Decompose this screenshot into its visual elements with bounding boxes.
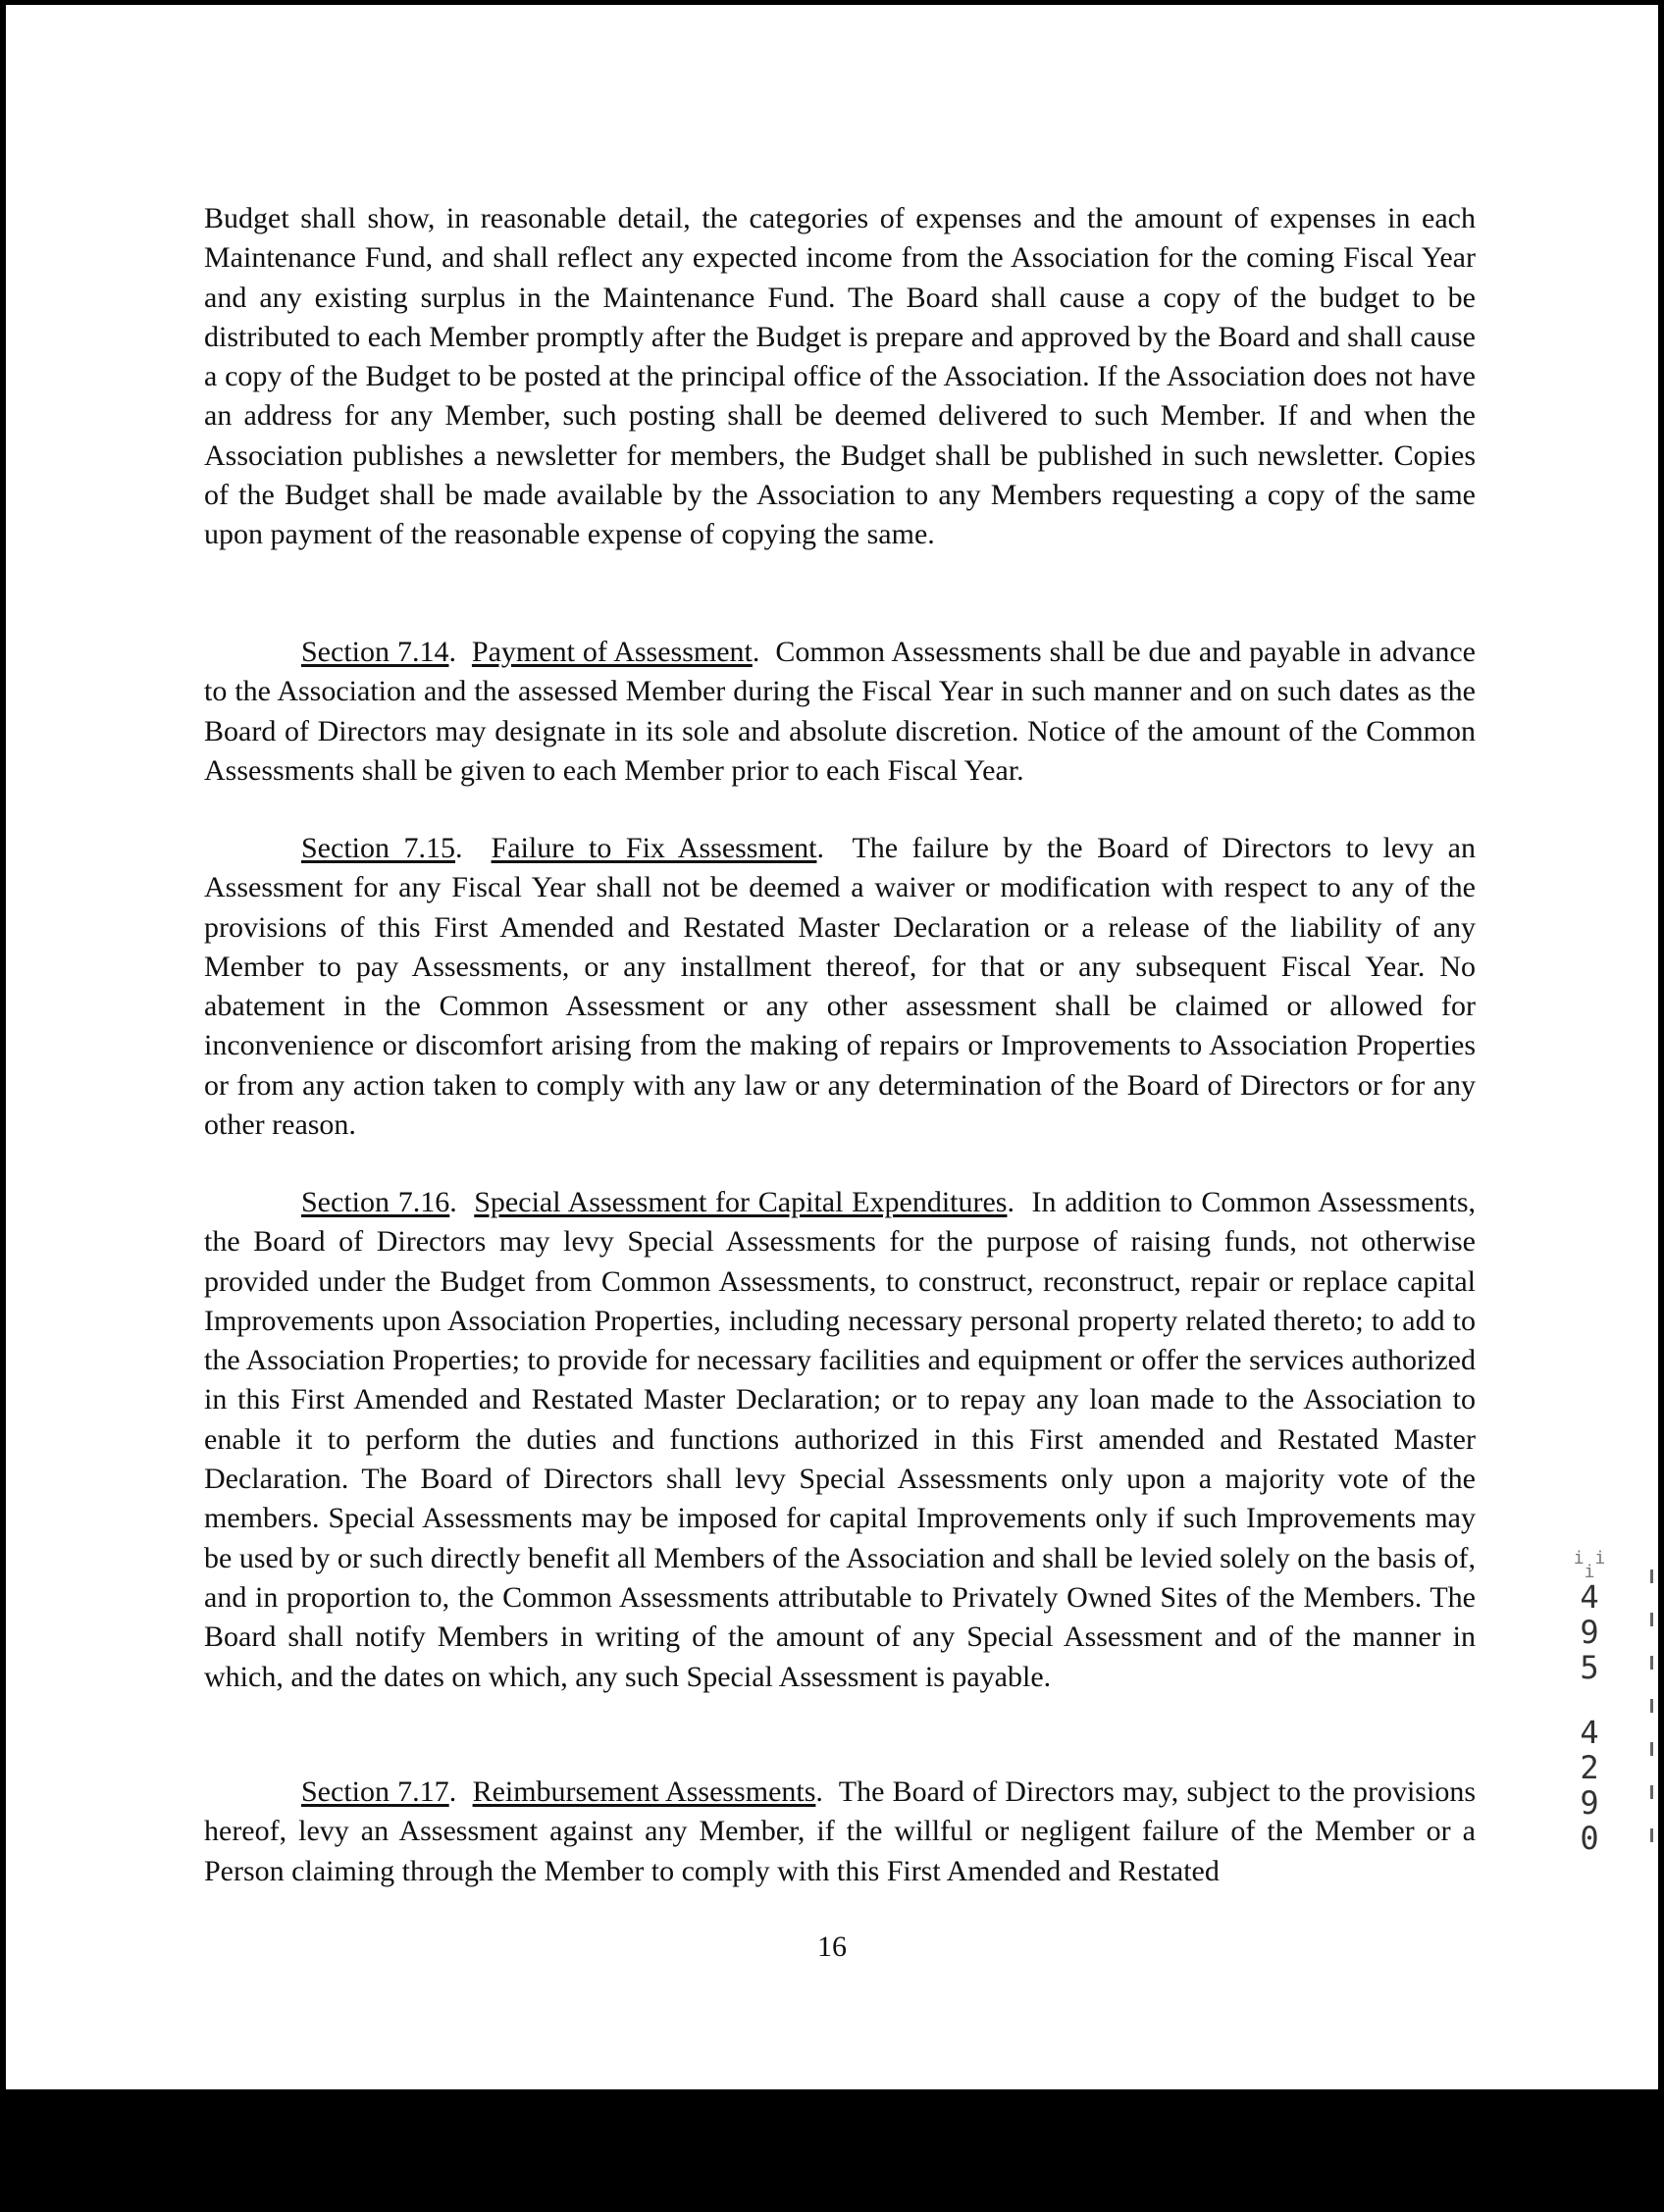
side-recording-stamp <box>1568 1548 1611 1857</box>
paragraph-budget-continuation: Budget shall show, in reasonable detail, the categories of expenses and the amount of expenses in each Maintenance Fund, and shall reflect any expected income from the Association for the coming Fiscal Year and any existing surplus in the Maintenance Fund. The Board shall cause a copy of the budget to be distributed to each Member promptly after the Budget is prepare and approved by the Board and shall cause a copy of the Budget to be posted at the principal office of the Association. If the Association does not have an address for any Member, such posting shall be deemed delivered to such Member. If and when the Association publishes a newsletter for members, the Budget shall be published in such newsletter. Copies of the Budget shall be made available by the Association to any Members requesting a copy of the same upon payment of the reasonable expense of copying the same. <box>204 202 1476 551</box>
section-number: Section 7.17 <box>301 1775 449 1808</box>
stamp-digit: 0 <box>1580 1820 1599 1857</box>
section-body: In addition to Common Assessments, the Board of Directors may levy Special Assessments for the purpose of raising funds, not otherwise provided under the Budget from Common Assessments, to construct, reconstruct, repair or replace capital Improvements upon Association Properties, including necessary personal property related thereto; to add to the Association Properties; to provide for necessary facilities and equipment or offer the services authorized in this First Amended and Restated Master Declaration; or to repay any loan made to the Association to enable it to perform the duties and functions authorized in this First amended and Restated Master Declaration. The Board of Directors shall levy Special Assessments only upon a majority vote of the members. Special Assessments may be imposed for capital Improvements only if such Improvements may be used by or such directly benefit all Members of the Association and shall be levied solely on the basis of, and in proportion to, the Common Assessments attributable to Privately Owned Sites of the Members. The Board shall notify Members in writing of the amount of any Special Assessment and of the manner in which, and the dates on which, any such Special Assessment is payable. <box>204 1186 1476 1693</box>
scan-border-left <box>0 0 6 2212</box>
section-title: Payment of Assessment <box>471 636 753 668</box>
scan-border-bottom <box>0 2089 1664 2212</box>
section-title: Failure to Fix Assessment <box>491 832 817 864</box>
section-7-15 <box>204 829 1476 1145</box>
section-7-17 <box>204 1773 1476 1891</box>
scan-border-right <box>1658 0 1664 2212</box>
section-body: Common Assessments shall be due and payable in advance to the Association and the assessed Member during the Fiscal Year in such manner and on such dates as the Board of Directors may designate in its sole and absolute discretion. Notice of the amount of the Common Assessments shall be given to each Member prior to each Fiscal Year. <box>204 636 1476 787</box>
section-separator: . <box>448 636 456 668</box>
section-separator: . <box>448 1775 457 1808</box>
section-title: Special Assessment for Capital Expenditures <box>474 1186 1008 1218</box>
section-separator: . <box>449 1186 457 1218</box>
section-7-14 <box>204 633 1476 791</box>
section-7-16 <box>204 1183 1476 1697</box>
stamp-digit: 2 <box>1580 1749 1599 1786</box>
stamp-digit: 9 <box>1580 1784 1599 1822</box>
section-body: The failure by the Board of Directors to levy an Assessment for any Fiscal Year shall not be deemed a waiver or modification with respect to any of the provisions of this First Amended and Restated Master Declaration or a release of the liability of any Member to pay Assessments, or any installment thereof, for that or any subsequent Fiscal Year. No abatement in the Common Assessment or any other assessment shall be claimed or allowed for inconvenience or discomfort arising from the making of repairs or Improvements to Association Properties or from any action taken to comply with any law or any determination of the Board of Directors or for any other reason. <box>204 832 1476 1142</box>
section-separator: . <box>455 832 463 864</box>
section-separator: . <box>1007 1186 1014 1218</box>
section-title: Reimbursement Assessments <box>472 1775 816 1808</box>
section-separator: . <box>752 636 760 668</box>
page-number: 16 <box>817 1930 847 1963</box>
section-number: Section 7.14 <box>301 636 449 668</box>
section-number: Section 7.15 <box>301 832 456 864</box>
stamp-digit: 5 <box>1580 1649 1599 1686</box>
section-number: Section 7.16 <box>301 1186 450 1218</box>
section-body: The Board of Directors may, subject to the provisions hereof, levy an Assessment against any Member, if the willful or negligent failure of the Member or a Person claiming through the Member to comply with this First Amended and Restated <box>204 1775 1476 1887</box>
stamp-digit: 4 <box>1580 1578 1599 1616</box>
stamp-digit: 9 <box>1580 1614 1599 1651</box>
stamp-digit: 4 <box>1580 1714 1599 1751</box>
stamp-marks: i i i <box>1573 1548 1606 1582</box>
scan-border-top <box>0 0 1664 5</box>
section-separator: . <box>815 1775 823 1808</box>
scan-edge-marks <box>1650 1569 1653 1854</box>
stamp-gap <box>1568 1685 1611 1715</box>
section-separator: . <box>816 832 824 864</box>
